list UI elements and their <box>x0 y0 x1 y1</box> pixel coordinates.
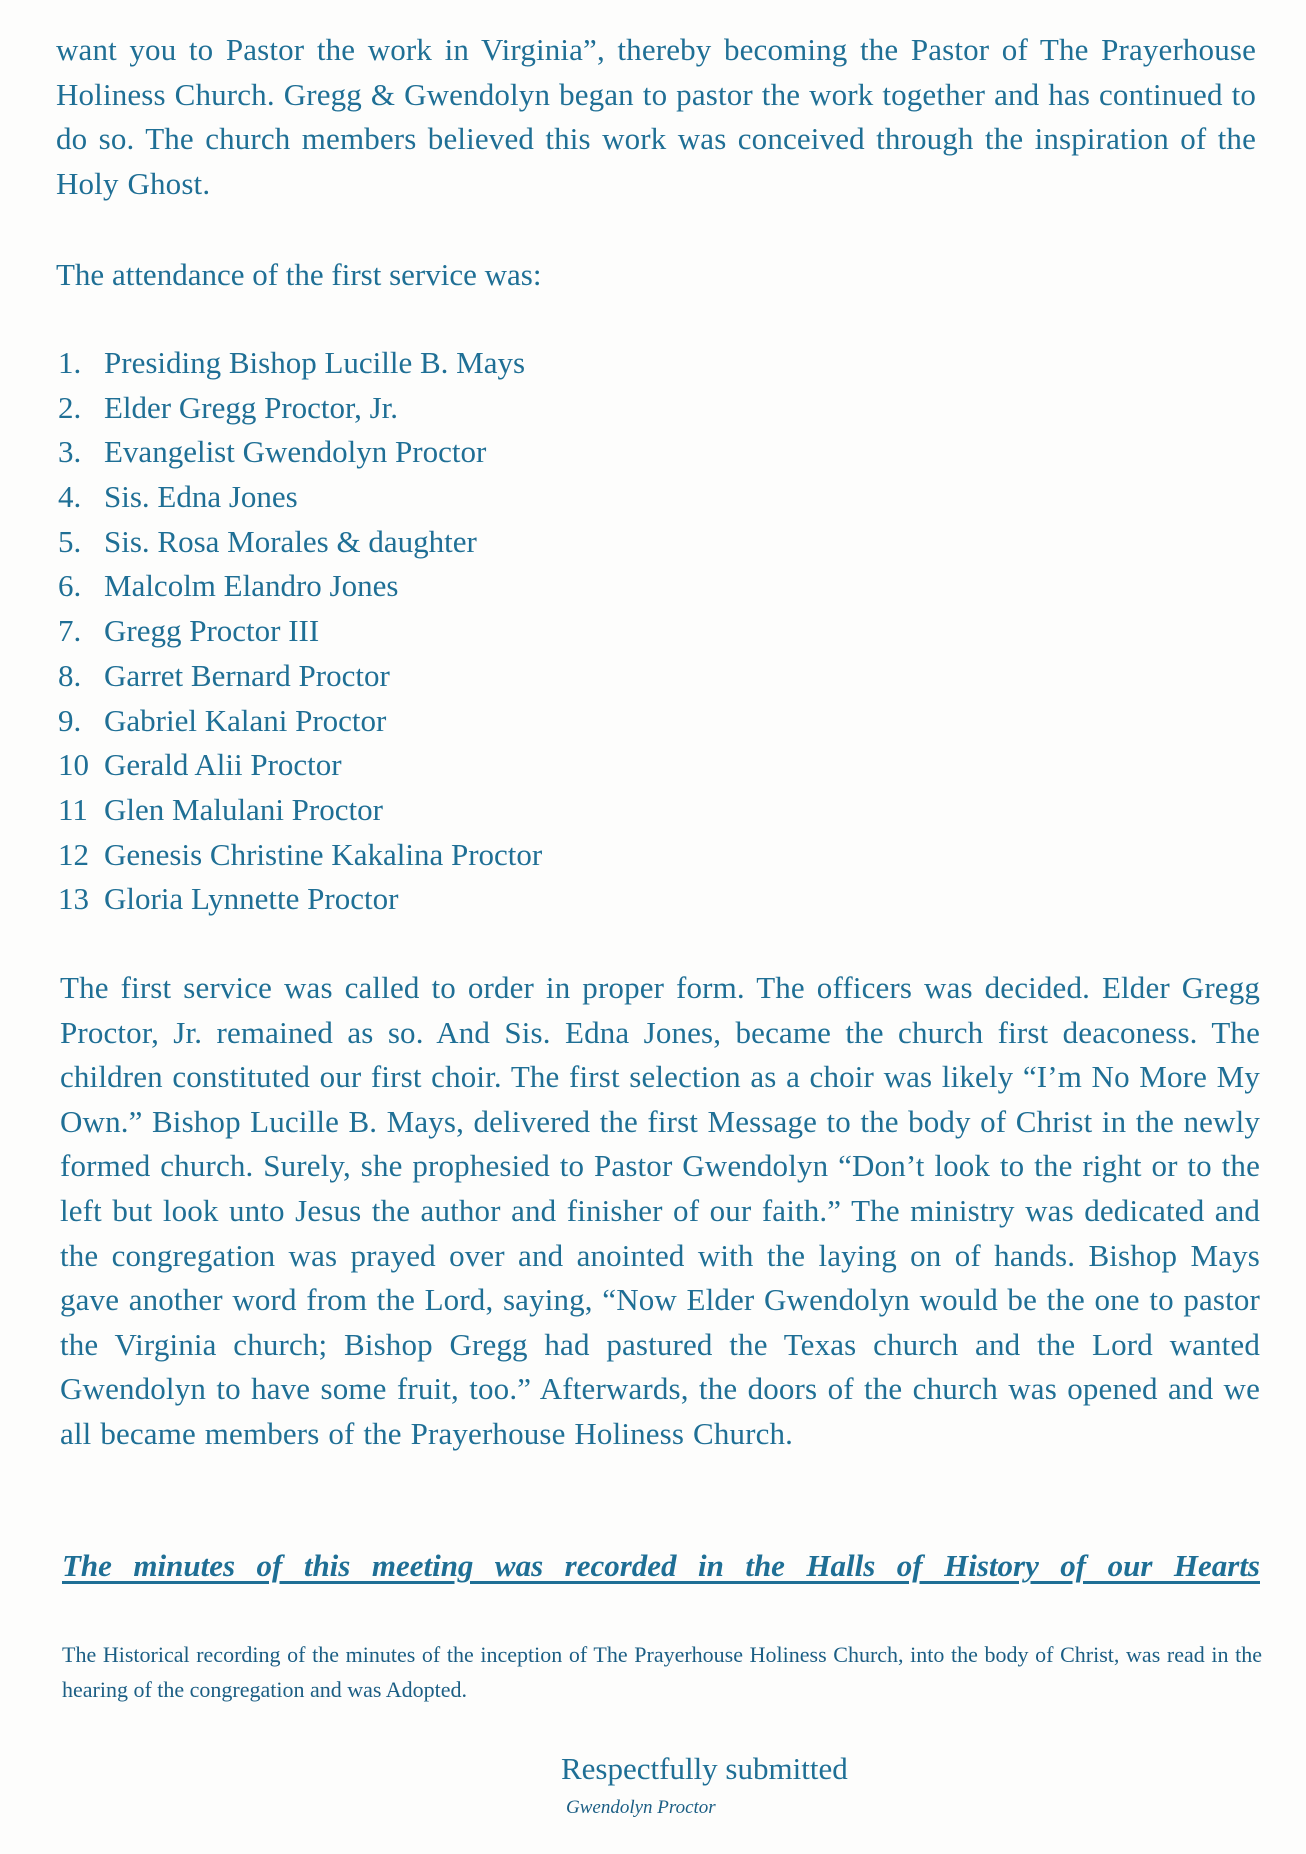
list-item <box>58 699 542 744</box>
attendee-name: Gabriel Kalani Proctor <box>104 702 387 738</box>
attendance-heading: The attendance of the first service was: <box>56 257 542 292</box>
list-number: 7. <box>58 613 82 649</box>
list-item <box>58 520 542 565</box>
list-number: 8. <box>58 657 82 693</box>
opening-paragraph: want you to Pastor the work in Virginia”, thereby becoming the Pastor of The Prayerhouse Holiness Church. Gregg & Gwendolyn began to pastor the work together and has continued to do so. The church members believed this work was conceived through the inspiration of the Holy Ghost. <box>56 32 1256 201</box>
list-number: 13 <box>58 881 89 917</box>
list-item <box>58 877 542 922</box>
closing-line: Respectfully submitted <box>561 1751 848 1786</box>
attendee-name: Glen Malulani Proctor <box>104 791 383 827</box>
list-number: 5. <box>58 523 82 559</box>
list-item <box>58 475 542 520</box>
list-number: 3. <box>58 434 82 470</box>
attendee-name: Sis. Edna Jones <box>104 479 298 515</box>
list-number: 1. <box>58 345 82 380</box>
list-item <box>58 743 542 788</box>
attendee-name: Presiding Bishop Lucille B. Mays <box>104 345 526 380</box>
list-item <box>58 788 542 833</box>
list-number: 11 <box>58 791 88 827</box>
list-number: 2. <box>58 389 82 425</box>
attendee-list <box>58 341 542 922</box>
list-item <box>58 430 542 475</box>
signature: Gwendolyn Proctor <box>566 1797 716 1818</box>
attendee-name: Garret Bernard Proctor <box>104 657 390 693</box>
attendee-name: Genesis Christine Kakalina Proctor <box>104 836 543 872</box>
attendee-name: Malcolm Elandro Jones <box>104 568 399 604</box>
attendee-name: Evangelist Gwendolyn Proctor <box>104 434 487 470</box>
first-service-paragraph: The first service was called to order in proper form. The officers was decided. Elder Gregg Proctor, Jr. remained as so. And Sis. Edna Jones, became the church first deaconess. The children constituted our first choir. The first selection as a choir was likely “I’m No More My Own.” Bishop Lucille B. Mays, delivered the first Message to the body of Christ in the newly formed church. Surely, she prophesied to Pastor Gwendolyn “Don’t look to the right or to the left but look unto Jesus the author and finisher of our faith.” The ministry was dedicated and the congregation was prayed over and anointed with the laying on of hands. Bishop Mays gave another word from the Lord, saying, “Now Elder Gwendolyn would be the one to pastor the Virginia church; Bishop Gregg had pastured the Texas church and the Lord wanted Gwendolyn to have some fruit, too.” Afterwards, the doors of the church was opened and we all became members of the Prayerhouse Holiness Church. <box>60 970 1260 1451</box>
list-number: 4. <box>58 479 82 515</box>
list-item <box>58 564 542 609</box>
list-number: 9. <box>58 702 82 738</box>
list-number: 10 <box>58 747 89 783</box>
historical-note: The Historical recording of the minutes of the inception of The Prayerhouse Holiness Church, into the body of Christ, was read in the hearing of the congregation and was Adopted. <box>62 1642 1262 1702</box>
list-item <box>58 833 542 878</box>
attendee-name: Gregg Proctor III <box>104 613 320 649</box>
attendee-name: Elder Gregg Proctor, Jr. <box>104 389 399 425</box>
list-item <box>58 609 542 654</box>
list-item <box>58 386 542 431</box>
list-item <box>58 654 542 699</box>
minutes-heading: The minutes of this meeting was recorded in the Halls of History of our Hearts <box>62 1548 1260 1583</box>
list-number: 12 <box>58 836 89 872</box>
list-item <box>58 341 542 386</box>
attendee-name: Gloria Lynnette Proctor <box>104 881 399 917</box>
attendee-name: Gerald Alii Proctor <box>104 747 342 783</box>
list-number: 6. <box>58 568 82 604</box>
attendee-name: Sis. Rosa Morales & daughter <box>104 523 477 559</box>
